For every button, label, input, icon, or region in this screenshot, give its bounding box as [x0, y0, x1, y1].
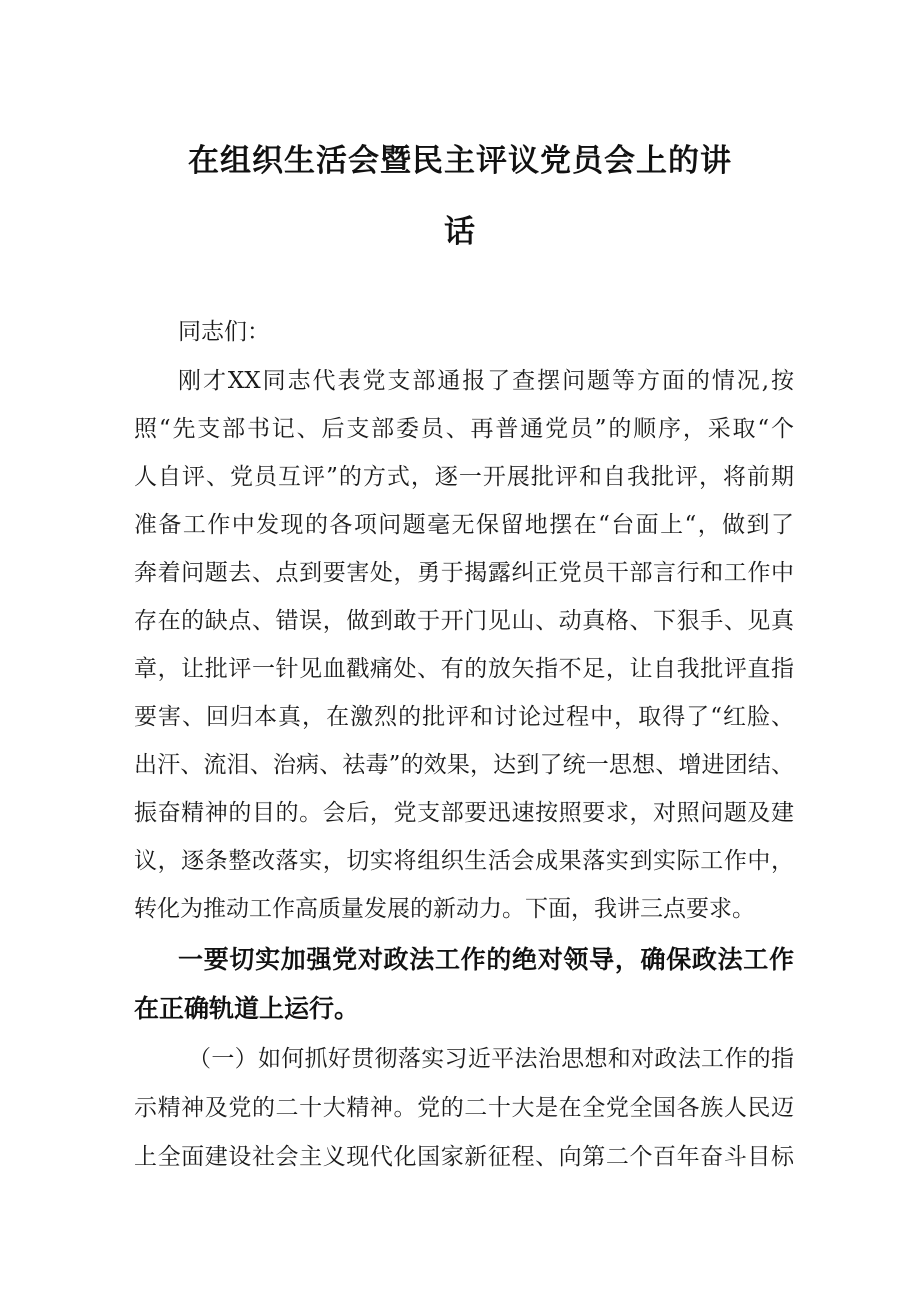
intro-line: 照“先支部书记、后支部委员、再普通党员”的顺序，采取“个 — [134, 416, 794, 442]
document-title-line-1: 在组织生活会暨民主评议党员会上的讲 — [188, 143, 732, 179]
intro-line: 准备工作中发现的各项问题毫无保留地摆在“台面上“，做到了 — [134, 512, 794, 538]
salutation: 同志们： — [178, 319, 270, 345]
section-heading-line: 一要切实加强党对政法工作的绝对领导，确保政法工作 — [178, 945, 794, 974]
intro-line: 议，逐条整改落实，切实将组织生活会成果落实到实际工作中， — [134, 848, 794, 874]
intro-line: 出汗、流泪、治病、祛毒”的效果，达到了统一思想、增进团结、 — [134, 752, 794, 778]
intro-line: 转化为推动工作高质量发展的新动力。下面，我讲三点要求。 — [134, 896, 755, 922]
subsection-line: 示精神及党的二十大精神。党的二十大是在全党全国各族人民迈 — [134, 1095, 794, 1121]
subsection-line: （一）如何抓好贯彻落实习近平法治思想和对政法工作的指 — [188, 1046, 794, 1072]
intro-line: 要害、回归本真，在激烈的批评和讨论过程中，取得了“红脸、 — [134, 704, 794, 730]
intro-line: 人自评、党员互评”的方式，逐一开展批评和自我批评，将前期 — [134, 464, 794, 490]
intro-line: 章，让批评一针见血戳痛处、有的放矢指不足，让自我批评直指 — [134, 656, 794, 682]
intro-line: 存在的缺点、错误，做到敢于开门见山、动真格、下狠手、见真 — [134, 608, 794, 634]
section-heading-line: 在正确轨道上运行。 — [134, 994, 360, 1023]
intro-line: 刚才XX同志代表党支部通报了查摆问题等方面的情况,按 — [178, 368, 794, 394]
document-title-line-2: 话 — [444, 214, 476, 250]
subsection-line: 上全面建设社会主义现代化国家新征程、向第二个百年奋斗目标 — [134, 1144, 794, 1170]
intro-line: 奔着问题去、点到要害处，勇于揭露纠正党员干部言行和工作中 — [134, 560, 794, 586]
intro-line: 振奋精神的目的。会后，党支部要迅速按照要求，对照问题及建 — [134, 800, 794, 826]
